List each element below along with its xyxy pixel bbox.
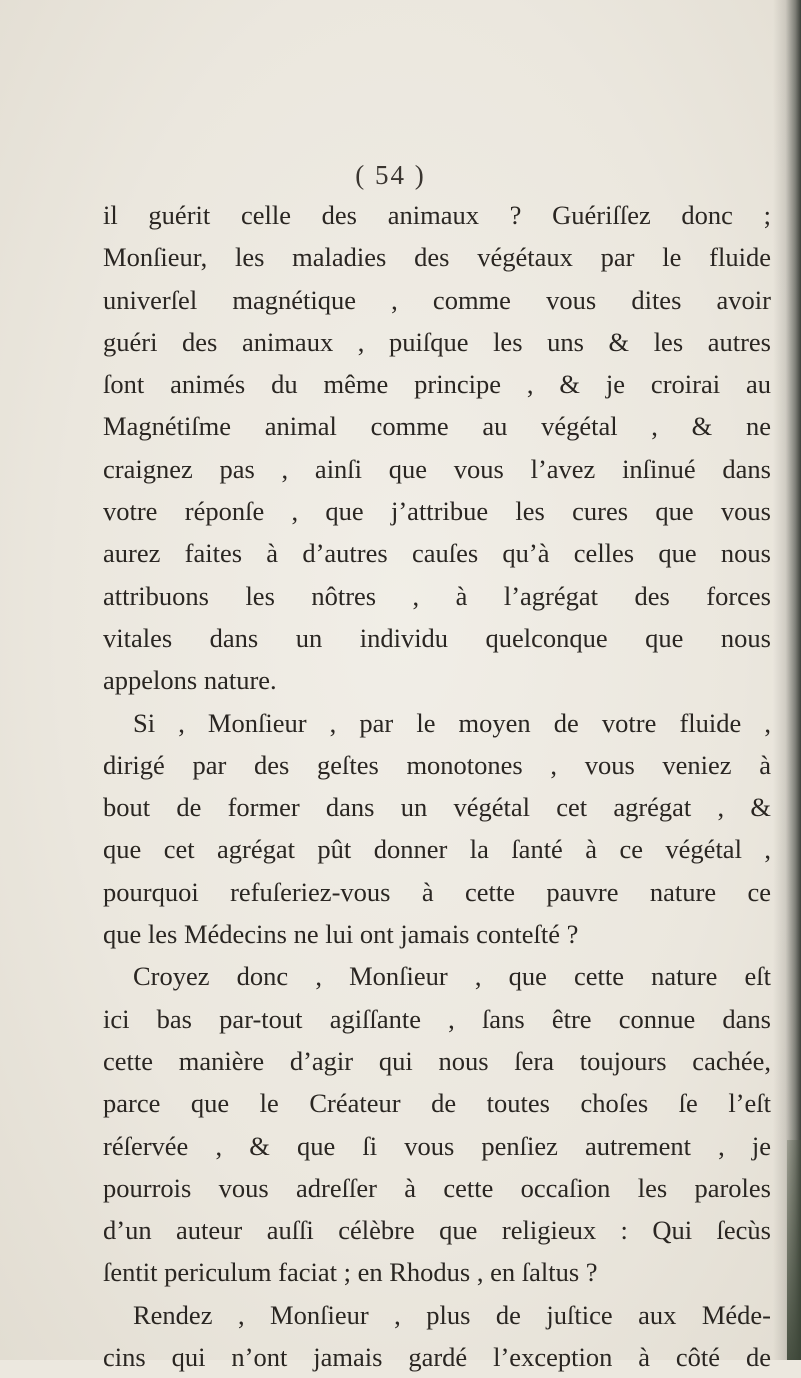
text-line: pourrois vous adreſſer à cette occaſion les paroles <box>103 1172 771 1203</box>
text-line: que les Médecins ne lui ont jamais conteſté ? <box>103 919 579 950</box>
text-line: guéri des animaux , puiſque les uns & les autres <box>103 326 771 357</box>
text-line: pourquoi refuſeriez-vous à cette pauvre nature ce <box>103 876 771 907</box>
text-line: bout de former dans un végétal cet agrégat , & <box>103 792 771 823</box>
text-line: ici bas par-tout agiſſante , ſans être connue dans <box>103 1003 771 1034</box>
text-line: univerſel magnétique , comme vous dites avoir <box>103 284 771 315</box>
text-line: aurez faites à d’autres cauſes qu’à celles que nous <box>103 538 771 569</box>
text-line: votre réponſe , que j’attribue les cures que vous <box>103 496 771 527</box>
text-line: Croyez donc , Monſieur , que cette nature eſt <box>133 961 771 992</box>
text-line: cette manière d’agir qui nous ſera toujours cachée, <box>103 1045 771 1076</box>
text-line: d’un auteur auſſi célèbre que religieux : Qui ſecùs <box>103 1215 771 1246</box>
page-edge-shadow-bottom <box>787 1140 801 1360</box>
text-line: ſentit periculum faciat ; en Rhodus , en ſaltus ? <box>103 1257 598 1288</box>
text-line: appelons nature. <box>103 665 277 696</box>
page-header <box>0 160 801 191</box>
text-line: ſont animés du même principe , & je croirai au <box>103 369 771 400</box>
text-line: attribuons les nôtres , à l’agrégat des forces <box>103 580 771 611</box>
text-line: parce que le Créateur de toutes choſes ſe l’eſt <box>103 1088 771 1119</box>
text-line: Magnétiſme animal comme au végétal , & ne <box>103 411 771 442</box>
text-line: Si , Monſieur , par le moyen de votre fluide , <box>133 707 771 738</box>
text-line: Rendez , Monſieur , plus de juſtice aux Méde- <box>133 1299 771 1330</box>
text-line: vitales dans un individu quelconque que nous <box>103 622 771 653</box>
page-number: ( 54 ) <box>355 160 426 190</box>
text-line: Monſieur, les maladies des végétaux par le fluide <box>103 242 771 273</box>
text-line: craignez pas , ainſi que vous l’avez inſinué dans <box>103 453 771 484</box>
text-line: que cet agrégat pût donner la ſanté à ce végétal , <box>103 834 771 865</box>
body-text <box>103 194 771 1378</box>
text-line: dirigé par des geſtes monotones , vous veniez à <box>103 749 771 780</box>
text-line: cins qui n’ont jamais gardé l’exception à côté de <box>103 1342 771 1373</box>
text-line: il guérit celle des animaux ? Guériſſez donc ; <box>103 200 771 230</box>
text-line: réſervée , & que ſi vous penſiez autrement , je <box>103 1130 771 1161</box>
